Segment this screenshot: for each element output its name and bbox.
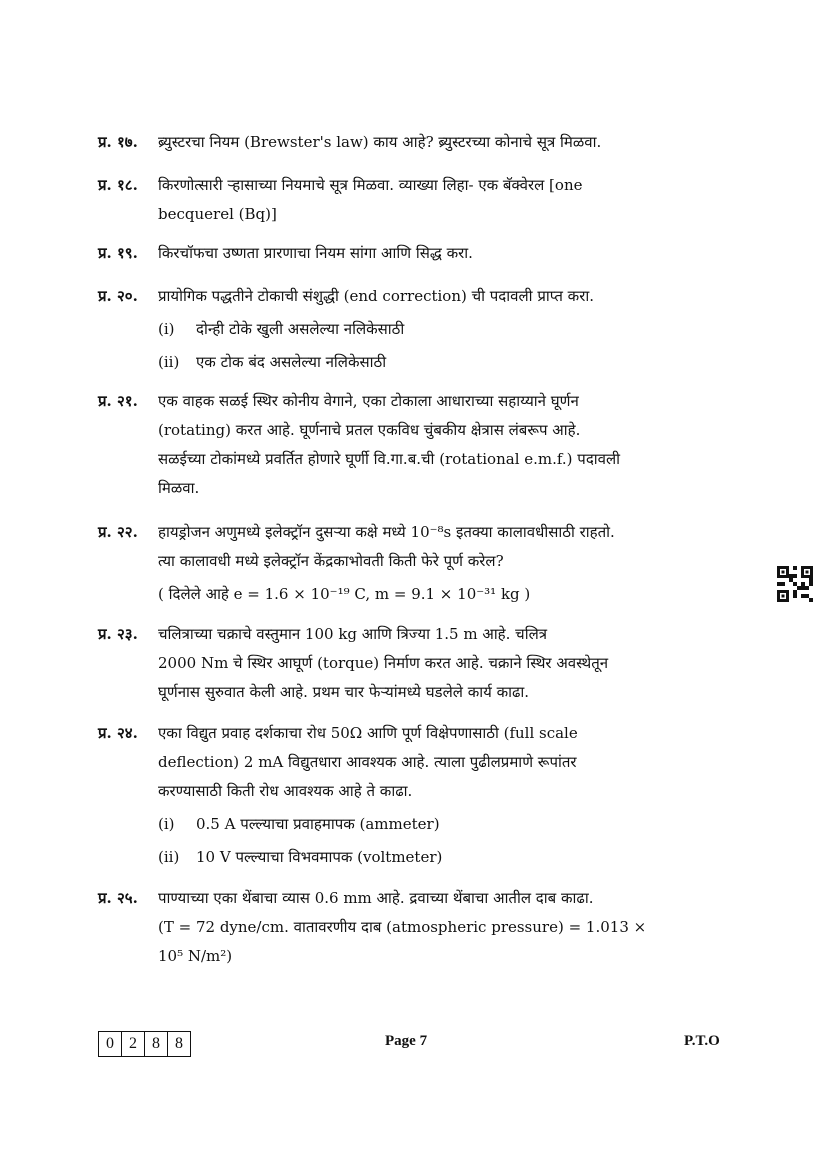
question-text: (rotating) करत आहे. घूर्णनाचे प्रतल एकविध चुंबकीय क्षेत्रास लंबरूप आहे.	[158, 421, 581, 439]
question-24	[98, 719, 748, 872]
paper-code-digit: 8	[144, 1031, 168, 1057]
paper-code-digit: 0	[98, 1031, 122, 1057]
question-23	[98, 620, 748, 707]
question-text: घूर्णनास सुरुवात केली आहे. प्रथम चार फेऱ्यांमध्ये घडलेले कार्य काढा.	[158, 683, 530, 701]
question-text: पाण्याच्या एका थेंबाचा व्यास 0.6 mm आहे. द्रवाच्या थेंबाचा आतील दाब काढा.	[158, 889, 594, 907]
question-number: प्र. २३.	[98, 625, 138, 643]
given-values: ( दिलेले आहे e = 1.6 × 10⁻¹⁹ C, m = 9.1 × 10⁻³¹ kg )	[158, 585, 531, 603]
question-text: किरचॉफचा उष्णता प्रारणाचा नियम सांगा आणि सिद्ध करा.	[158, 244, 473, 262]
question-17	[98, 128, 748, 157]
question-text: 2000 Nm चे स्थिर आघूर्ण (torque) निर्माण करत आहे. चक्राने स्थिर अवस्थेतून	[158, 654, 609, 672]
question-text: 10⁵ N/m²)	[158, 947, 233, 965]
sub-question	[158, 810, 748, 839]
question-number: प्र. १८.	[98, 176, 138, 194]
question-text: एक वाहक सळई स्थिर कोनीय वेगाने, एका टोकाला आधाराच्या सहाय्याने घूर्णन	[158, 392, 579, 410]
sub-question-text: दोन्ही टोके खुली असलेल्या नलिकेसाठी	[196, 320, 405, 338]
question-number: प्र. १७.	[98, 133, 138, 151]
sub-question-number: (ii)	[158, 848, 180, 866]
question-text: deflection) 2 mA विद्युतधारा आवश्यक आहे. त्याला पुढीलप्रमाणे रूपांतर	[158, 753, 577, 771]
sub-question	[158, 315, 748, 344]
question-21	[98, 387, 748, 503]
qr-code-icon	[777, 566, 813, 602]
sub-question-number: (ii)	[158, 353, 180, 371]
question-text: (T = 72 dyne/cm. वातावरणीय दाब (atmospheric pressure) = 1.013 ×	[158, 918, 647, 936]
question-text: प्रायोगिक पद्धतीने टोकाची संशुद्धी (end correction) ची पदावली प्राप्त करा.	[158, 287, 594, 305]
question-text: becquerel (Bq)]	[158, 205, 277, 223]
paper-code-digit: 2	[121, 1031, 145, 1057]
question-22	[98, 518, 748, 609]
sub-question-text: 10 V पल्ल्याचा विभवमापक (voltmeter)	[196, 848, 443, 866]
sub-question-text: एक टोक बंद असलेल्या नलिकेसाठी	[196, 353, 387, 371]
question-text: किरणोत्सारी ऱ्हासाच्या नियमाचे सूत्र मिळवा. व्याख्या लिहा- एक बॅक्वेरल [one	[158, 176, 583, 194]
question-text: त्या कालावधी मध्ये इलेक्ट्रॉन केंद्रकाभोवती किती फेरे पूर्ण करेल?	[158, 552, 504, 570]
question-text: ब्र्युस्टरचा नियम (Brewster's law) काय आहे? ब्र्युस्टरच्या कोनाचे सूत्र मिळवा.	[158, 133, 602, 151]
question-25	[98, 884, 748, 971]
sub-question	[158, 843, 748, 872]
sub-question-number: (i)	[158, 320, 175, 338]
question-number: प्र. २५.	[98, 889, 138, 907]
question-text: एका विद्युत प्रवाह दर्शकाचा रोध 50Ω आणि पूर्ण विक्षेपणासाठी (full scale	[158, 724, 578, 742]
pto-label: P.T.O	[684, 1033, 720, 1049]
question-text: हायड्रोजन अणुमध्ये इलेक्ट्रॉन दुसऱ्या कक्षे मध्ये 10⁻⁸s इतक्या कालावधीसाठी राहतो.	[158, 523, 615, 541]
question-20	[98, 282, 748, 377]
question-19	[98, 239, 748, 268]
sub-question-number: (i)	[158, 815, 175, 833]
question-number: प्र. २०.	[98, 287, 138, 305]
question-text: करण्यासाठी किती रोध आवश्यक आहे ते काढा.	[158, 782, 413, 800]
question-18	[98, 171, 748, 229]
paper-code-digit: 8	[167, 1031, 191, 1057]
question-number: प्र. २४.	[98, 724, 138, 742]
question-text: मिळवा.	[158, 479, 200, 497]
question-text: सळईच्या टोकांमध्ये प्रवर्तित होणारे घूर्णी वि.गा.ब.ची (rotational e.m.f.) पदावली	[158, 450, 621, 468]
sub-question-text: 0.5 A पल्ल्याचा प्रवाहमापक (ammeter)	[196, 815, 440, 833]
question-text: चलित्राच्या चक्राचे वस्तुमान 100 kg आणि त्रिज्या 1.5 m आहे. चलित्र	[158, 625, 548, 643]
page-number: Page 7	[385, 1033, 428, 1049]
question-number: प्र. १९.	[98, 244, 138, 262]
page-footer	[0, 1031, 827, 1057]
question-number: प्र. २१.	[98, 392, 138, 410]
paper-code-boxes	[98, 1031, 191, 1057]
question-number: प्र. २२.	[98, 523, 138, 541]
sub-question	[158, 348, 748, 377]
